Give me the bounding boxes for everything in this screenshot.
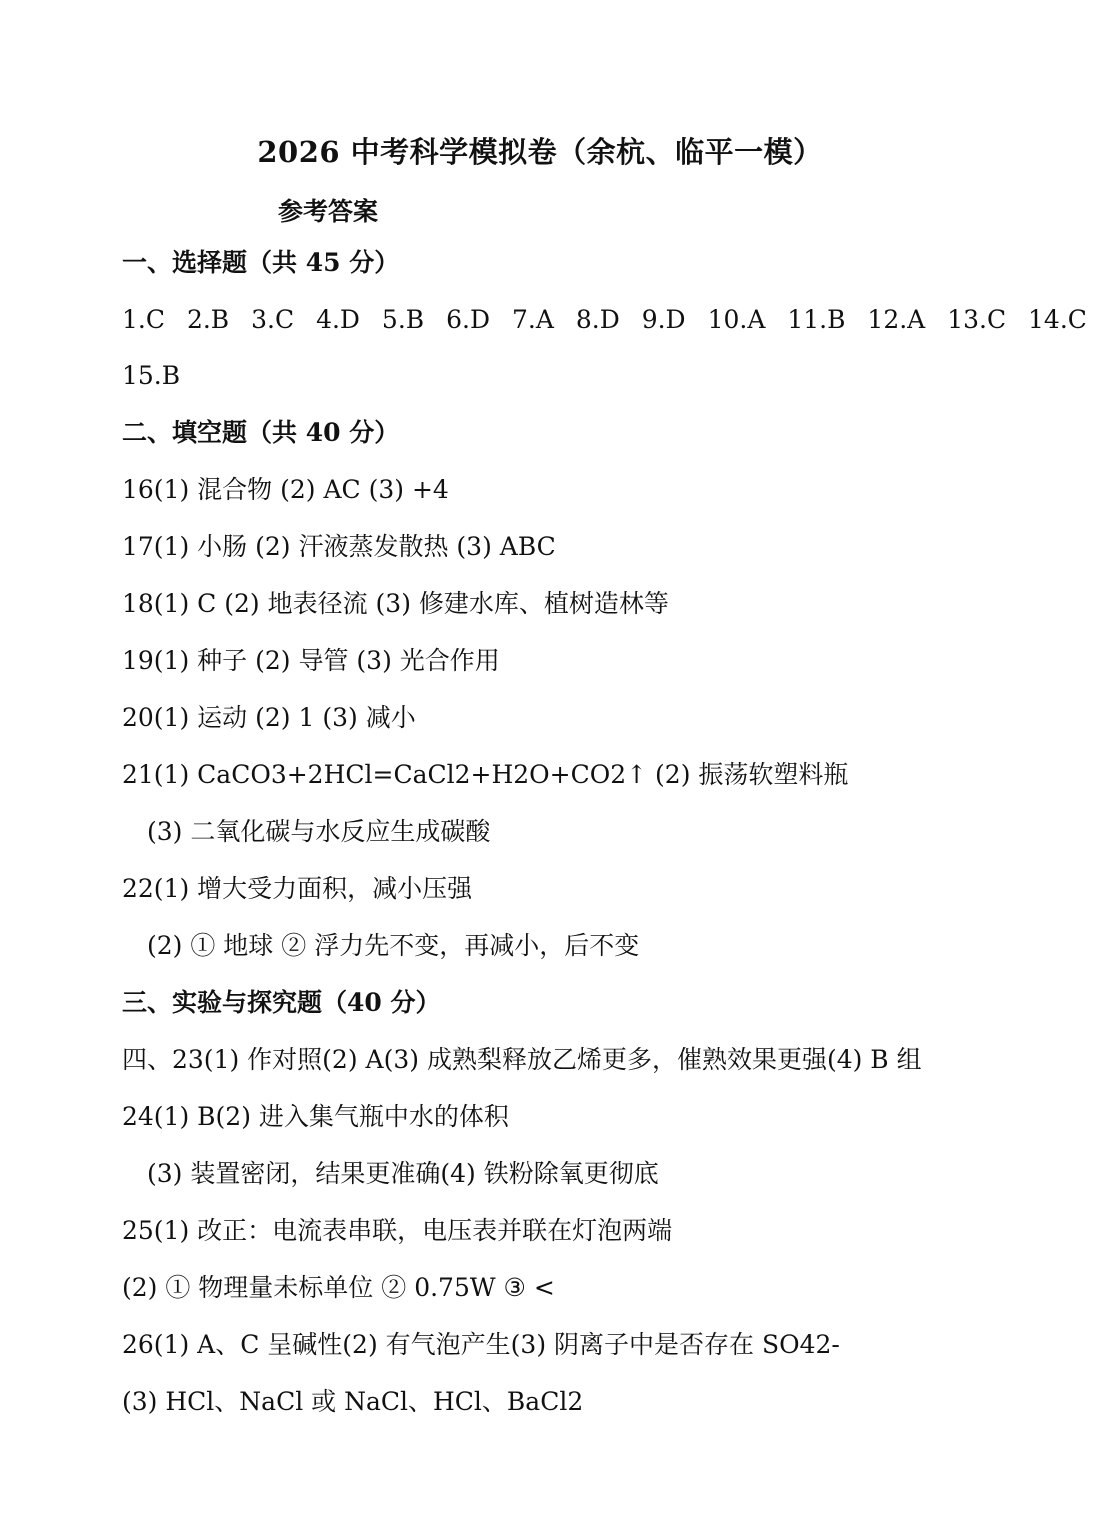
- answer-q22-part1: 22(1) 增大受力面积，减小压强: [122, 874, 473, 903]
- choice-answer: 14.C: [1028, 305, 1087, 334]
- answer-q24-part1: 24(1) B(2) 进入集气瓶中水的体积: [122, 1102, 509, 1131]
- answer-q25-part2: (2) ① 物理量未标单位 ② 0.75W ③ <: [122, 1273, 555, 1302]
- choice-answer: 4.D: [316, 305, 360, 334]
- answer-q21-part1: 21(1) CaCO3+2HCl=CaCl2+H2O+CO2↑ (2) 振荡软塑料瓶: [122, 760, 849, 789]
- section-experiment-heading: 三、实验与探究题（40 分）: [122, 988, 441, 1017]
- choice-answer: 1.C: [122, 305, 165, 334]
- answer-q22-part2: (2) ① 地球 ② 浮力先不变，再减小，后不变: [147, 931, 640, 960]
- answer-q19: 19(1) 种子 (2) 导管 (3) 光合作用: [122, 646, 500, 675]
- choice-answers-row: [122, 302, 1101, 338]
- page-title: 2026 中考科学模拟卷（余杭、临平一模）: [257, 135, 823, 169]
- answer-q16: 16(1) 混合物 (2) AC (3) +4: [122, 475, 449, 504]
- answer-q26-part1: 26(1) A、C 呈碱性(2) 有气泡产生(3) 阴离子中是否存在 SO42-: [122, 1330, 840, 1359]
- choice-answer: 2.B: [186, 305, 230, 334]
- answer-q20: 20(1) 运动 (2) 1 (3) 减小: [122, 703, 416, 732]
- answer-q18: 18(1) C (2) 地表径流 (3) 修建水库、植树造林等: [122, 589, 669, 618]
- answer-q24-part2: (3) 装置密闭，结果更准确(4) 铁粉除氧更彻底: [147, 1159, 659, 1188]
- choice-answer: 3.C: [251, 305, 295, 334]
- choice-answer: 5.B: [381, 305, 425, 334]
- answer-q17: 17(1) 小肠 (2) 汗液蒸发散热 (3) ABC: [122, 532, 556, 561]
- choice-answer: 11.B: [787, 305, 846, 334]
- answer-q21-part2: (3) 二氧化碳与水反应生成碳酸: [147, 817, 491, 846]
- section-fill-heading: 二、填空题（共 40 分）: [122, 418, 400, 447]
- choice-answer: 9.D: [641, 305, 686, 334]
- choice-answer: 6.D: [446, 305, 491, 334]
- section-choice-heading: 一、选择题（共 45 分）: [122, 248, 400, 277]
- choice-answer: 8.D: [575, 305, 620, 334]
- answer-q26-part2: (3) HCl、NaCl 或 NaCl、HCl、BaCl2: [122, 1387, 584, 1416]
- answer-q23: 四、23(1) 作对照(2) A(3) 成熟梨释放乙烯更多，催熟效果更强(4) B 组: [122, 1045, 922, 1074]
- choice-answer: 13.C: [947, 305, 1007, 334]
- choice-answer-15: 15.B: [122, 361, 181, 390]
- answer-q25-part1: 25(1) 改正：电流表串联，电压表并联在灯泡两端: [122, 1216, 673, 1245]
- choice-answer: 7.A: [511, 305, 554, 334]
- choice-answer: 12.A: [867, 305, 926, 334]
- choice-answer: 10.A: [707, 305, 766, 334]
- page-subtitle: 参考答案: [278, 197, 379, 226]
